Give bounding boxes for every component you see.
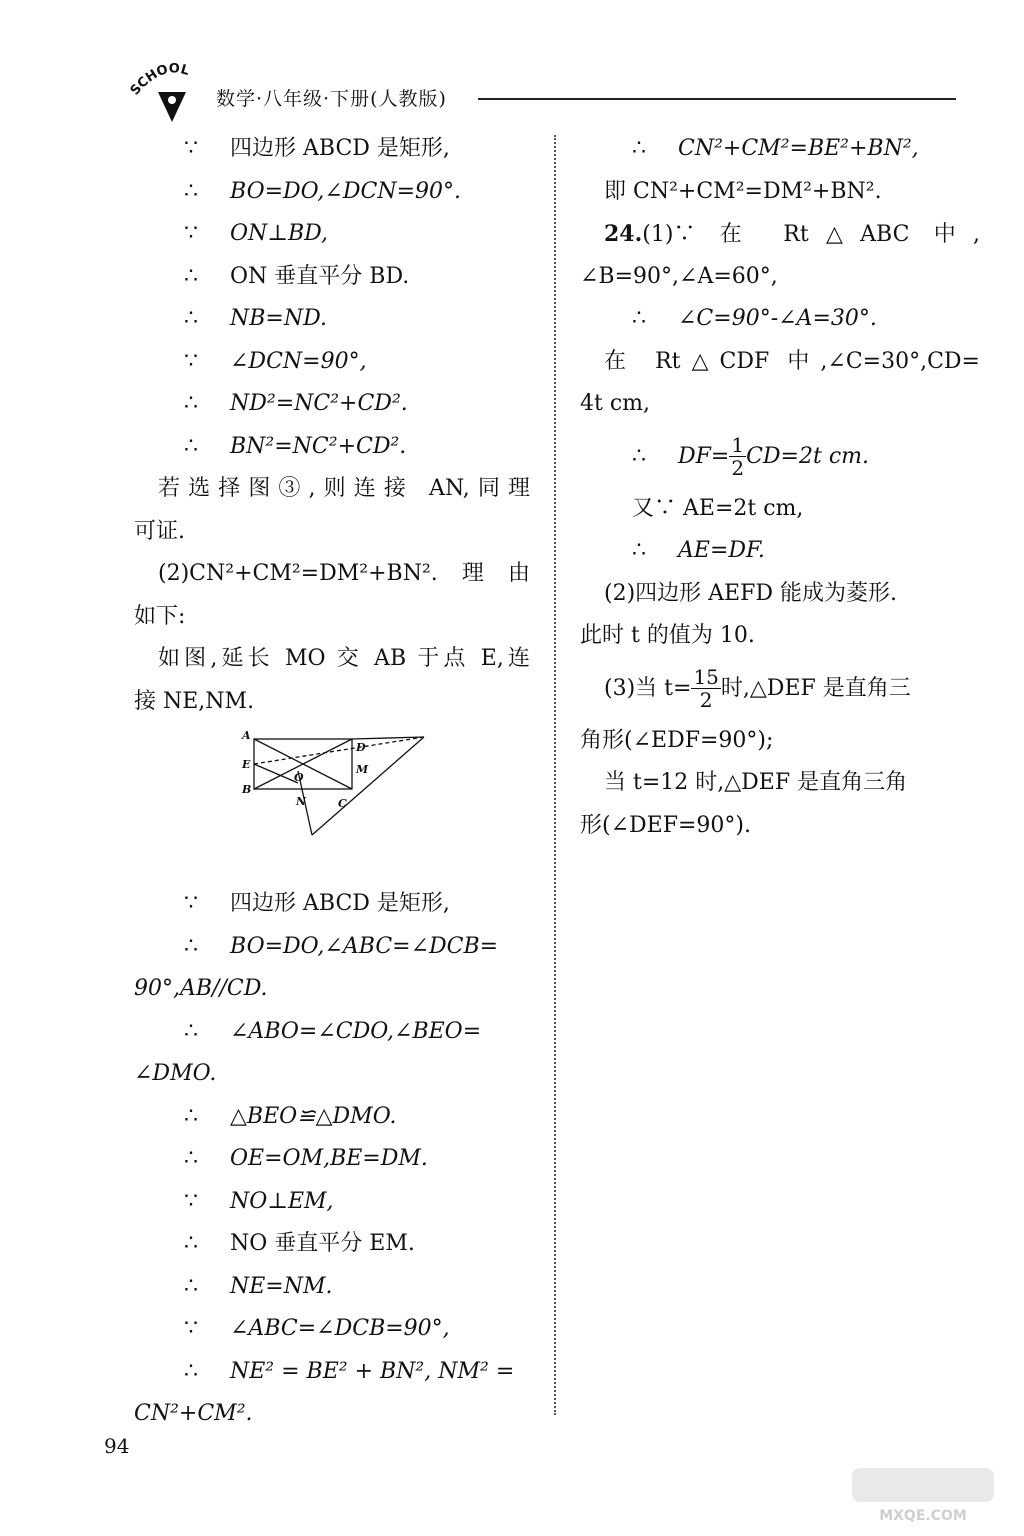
proof-line: ∴ NE=NM. — [184, 1273, 333, 1299]
proof-line: ∴ ∠ABO=∠CDO,∠BEO= — [184, 1018, 482, 1044]
right-column — [580, 128, 980, 847]
proof-line: ∵ 四边形 ABCD 是矩形, — [184, 891, 450, 916]
proof-line: ∴ BO=DO,∠ABC=∠DCB= — [184, 933, 499, 959]
fraction: $\frac{1}{2}$ — [731, 433, 745, 480]
page-header — [128, 62, 968, 132]
paragraph-line: 当 t=12 时,△DEF 是直角三角 — [604, 770, 908, 795]
proof-line: CN²+CM². — [134, 1401, 253, 1426]
label-N: N — [296, 795, 307, 808]
watermark-logo-icon — [848, 1466, 998, 1526]
school-logo-icon — [128, 62, 208, 130]
proof-line: ∠DMO. — [134, 1061, 217, 1086]
rectangle-diagram — [238, 731, 438, 841]
label-A: A — [242, 731, 251, 742]
paragraph-line: 角形(∠EDF=90°); — [580, 727, 774, 753]
proof-line: 4t cm, — [580, 391, 651, 416]
proof-line: ∴ △BEO≌△DMO. — [184, 1103, 397, 1129]
proof-line: ∴ BN²=NC²+CD². — [184, 433, 407, 459]
proof-line: ∴ OE=OM,BE=DM. — [184, 1146, 428, 1171]
proof-line: ∴ NO 垂直平分 EM. — [184, 1231, 415, 1256]
proof-line: ∵ ON⊥BD, — [184, 221, 328, 246]
proof-line: ∴ ND²=NC²+CD². — [184, 391, 408, 416]
paragraph-line: 形(∠DEF=90°). — [580, 812, 751, 838]
paragraph-line: 如下: — [134, 603, 186, 629]
label-D: D — [356, 741, 366, 754]
proof-line: ∴ DF= $\frac{1}{2}$ CD=2t cm. — [632, 433, 869, 480]
proof-line: 在 Rt△CDF 中,∠C=30°,CD= — [604, 348, 980, 374]
proof-line: ∴ ∠C=90°-∠A=30°. — [632, 306, 877, 331]
watermark-text: MXQE.COM — [879, 1508, 967, 1524]
paragraph-line: (3)当 t= $\frac{15}{2}$ 时,△DEF 是直角三 — [604, 665, 911, 712]
proof-line: 90°,AB//CD. — [134, 976, 268, 1001]
proof-line: ∴ BO=DO,∠DCN=90°. — [184, 178, 461, 204]
fraction: $\frac{15}{2}$ — [693, 665, 719, 712]
proof-line: ∵ ∠ABC=∠DCB=90°, — [184, 1316, 450, 1341]
proof-line: 即 CN²+CM²=DM²+BN². — [604, 178, 882, 204]
label-O: O — [294, 771, 304, 784]
proof-line: ∴ NB=ND. — [184, 306, 327, 331]
label-C: C — [338, 797, 347, 810]
paragraph-line: 若选择图③,则连接 AN,同理 — [158, 476, 530, 501]
header-title: 数学·八年级·下册(人教版) — [216, 88, 447, 110]
left-column — [134, 128, 530, 1436]
proof-line: ∴ ON 垂直平分 BD. — [184, 263, 410, 289]
problem-line: 24.(1)∵ 在 Rt△ABC 中, — [604, 221, 980, 247]
paragraph-line: (2)四边形 AEFD 能成为菱形. — [604, 580, 897, 606]
paragraph-line: 接 NE,NM. — [134, 688, 255, 714]
paragraph-line: 此时 t 的值为 10. — [580, 623, 755, 648]
paragraph-line: (2)CN²+CM²=DM²+BN².理由 — [158, 561, 530, 586]
proof-line: ∵ 四边形 ABCD 是矩形, — [184, 136, 450, 161]
problem-number: 24. — [604, 221, 643, 247]
proof-line: ∴ CN²+CM²=BE²+BN², — [632, 136, 919, 161]
label-M: M — [356, 763, 369, 776]
logo-text: SCHOOL — [128, 62, 191, 99]
label-B: B — [242, 783, 252, 796]
proof-line: ∴ AE=DF. — [632, 538, 765, 563]
page-number: 94 — [104, 1434, 130, 1458]
paragraph-line: 可证. — [134, 518, 185, 544]
header-rule — [478, 98, 956, 100]
proof-line: 又∵ AE=2t cm, — [632, 495, 804, 521]
paragraph-line: 如图,延长 MO 交 AB 于点 E,连 — [158, 646, 530, 671]
geometry-figure — [134, 723, 530, 883]
label-E: E — [242, 758, 251, 771]
column-divider — [554, 135, 556, 1415]
proof-line: ∵ ∠DCN=90°, — [184, 348, 367, 374]
proof-line: ∠B=90°,∠A=60°, — [580, 263, 778, 289]
proof-line: ∴ NE² = BE² + BN², NM² = — [184, 1358, 515, 1384]
proof-line: ∵ NO⊥EM, — [184, 1188, 334, 1214]
